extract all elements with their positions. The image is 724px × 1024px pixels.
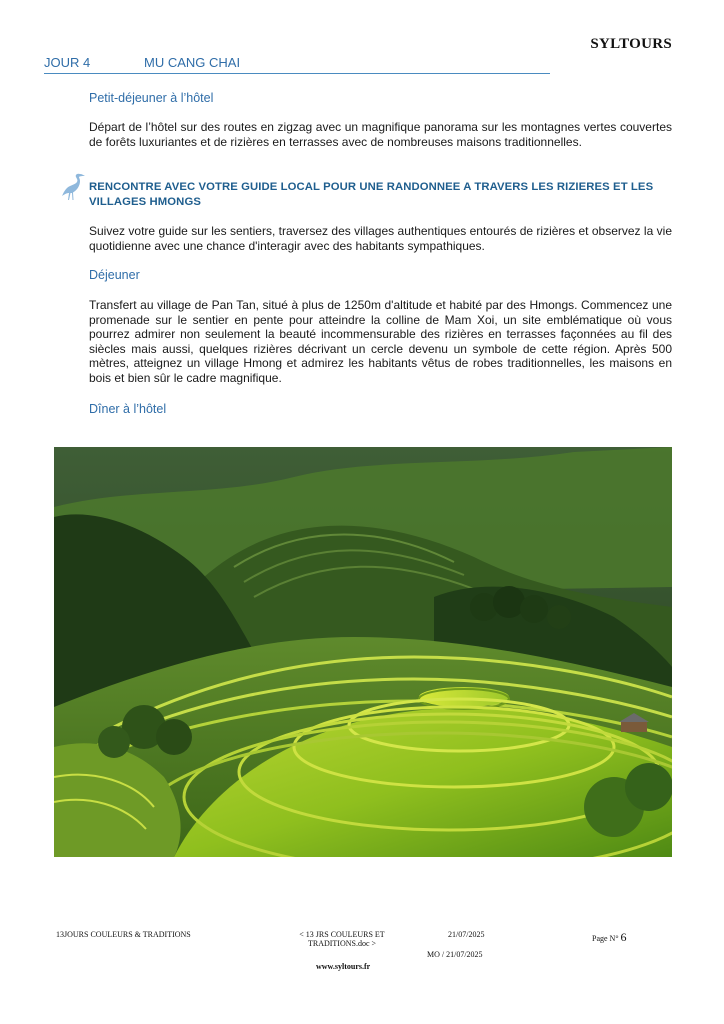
brand-logo-text: SYLTOURS: [590, 36, 672, 52]
footer-page-label: Page N°: [592, 934, 619, 943]
departure-paragraph: Départ de l’hôtel sur des routes en zigzag avec un magnifique panorama sur les montagnes vertes couvertes de forêts luxuriantes et de rizières en terrasses avec de nombreuses maisons traditionnelles.: [89, 120, 672, 149]
footer-website-link[interactable]: www.syltours.fr: [316, 962, 371, 971]
activity-paragraph: Suivez votre guide sur les sentiers, traversez des villages authentiques entourés de rizières et observez la vie quotidienne avec une chance d'interagir avec des habitants sympathiques.: [89, 224, 672, 253]
footer-document-line-1: < 13 JRS COULEURS ET: [299, 930, 385, 939]
terraced-rice-fields-image: [54, 447, 672, 857]
footer-program-title: 13JOURS COULEURS & TRADITIONS: [56, 930, 191, 939]
transfer-paragraph: Transfert au village de Pan Tan, situé à plus de 1250m d'altitude et habité par des Hmongs. Commencez une promenade sur le sentier en pente pour atteindre la colline de Mam Xoi, un site emblématique où vous pourrez admirer non seulement la beauté incommensurable des rizières en terrasses façonnées au fil des siècles mais aussi, quelques rizières décrivant un cercle devenu un symbole de cette région. Après 500 mètres, atteignez un village Hmong et admirez les habitants vêtus de robes traditionnelles, les maisons en bois et bien sûr le cadre magnifique.: [89, 298, 672, 385]
footer-mo-date: MO / 21/07/2025: [427, 950, 483, 959]
footer-document-name: [292, 930, 392, 948]
footer-document-line-2: TRADITIONS.doc >: [307, 939, 377, 948]
day-label: JOUR 4: [44, 55, 91, 70]
breakfast-line: Petit-déjeuner à l’hôtel: [89, 91, 214, 105]
day-header: [44, 55, 550, 74]
footer-date: 21/07/2025: [448, 930, 485, 939]
dinner-line: Dîner à l’hôtel: [89, 402, 167, 416]
footer-page-number: 6: [620, 930, 627, 944]
footer-page: [592, 930, 627, 945]
activity-heading: RENCONTRE AVEC VOTRE GUIDE LOCAL POUR UNE RANDONNEE A TRAVERS LES RIZIERES ET LES VILLAGES HMONGS: [89, 181, 654, 208]
lunch-line: Déjeuner: [89, 268, 140, 282]
place-label: MU CANG CHAI: [144, 55, 241, 70]
heron-icon: [60, 172, 86, 202]
